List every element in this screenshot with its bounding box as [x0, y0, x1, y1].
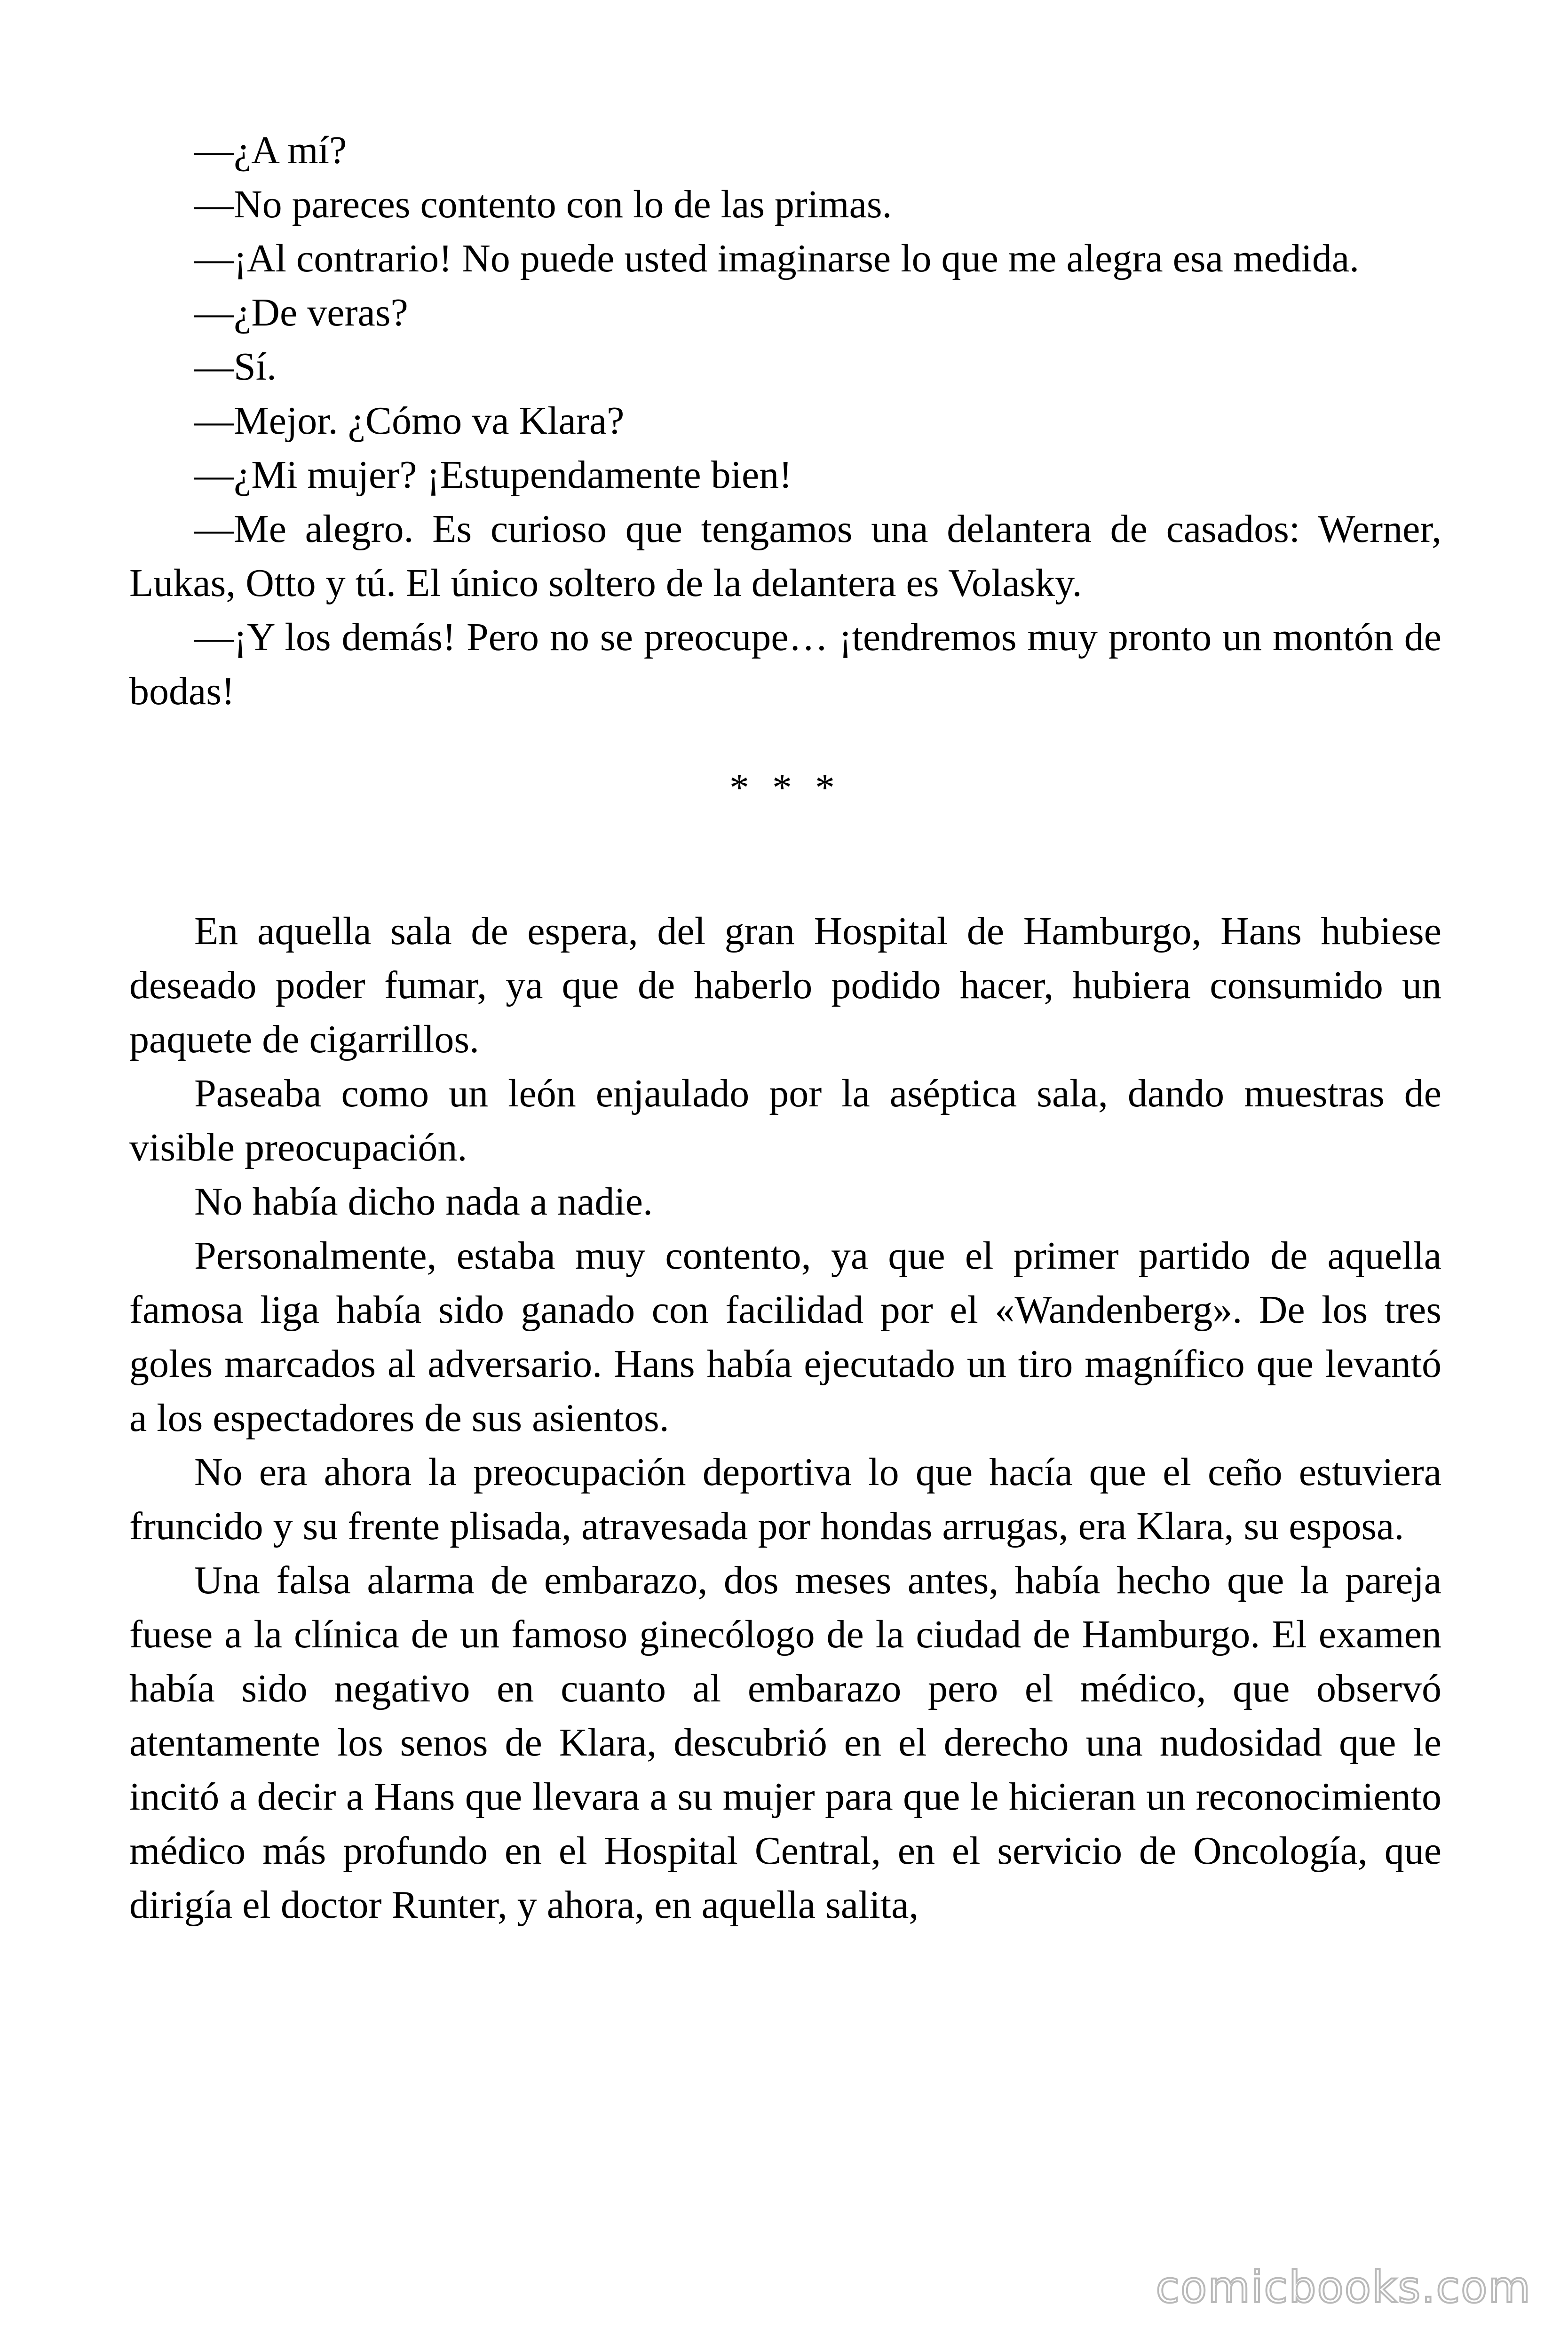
dialogue-line: —Me alegro. Es curioso que tengamos una delantera de casados: Werner, Lukas, Otto y tú. El único soltero de la delantera es Volasky. — [129, 507, 1441, 605]
dialogue-line: —¡Y los demás! Pero no se preocupe… ¡tendremos muy pronto un montón de bodas! — [129, 615, 1441, 713]
dialogue-line: —¡Al contrario! No puede usted imaginarse lo que me alegra esa medida. — [194, 237, 1360, 280]
dialogue-line: —¿Mi mujer? ¡Estupendamente bien! — [194, 453, 792, 497]
section-separator: * * * — [729, 766, 841, 810]
watermark: comicbooks.com — [1156, 2262, 1531, 2312]
narrative-paragraph: Paseaba como un león enjaulado por la aséptica sala, dando muestras de visible preocupación. — [129, 1072, 1441, 1169]
narrative-paragraph: No era ahora la preocupación deportiva lo que hacía que el ceño estuviera fruncido y su frente plisada, atravesada por hondas arrugas, era Klara, su esposa. — [129, 1450, 1441, 1548]
book-page — [129, 123, 1441, 1932]
dialogue-line: —¿De veras? — [194, 291, 408, 334]
narrative-paragraph: En aquella sala de espera, del gran Hospital de Hamburgo, Hans hubiese deseado poder fumar, ya que de haberlo podido hacer, hubiera consumido un paquete de cigarrillos. — [129, 909, 1441, 1061]
dialogue-line: —¿A mí? — [194, 128, 347, 172]
dialogue-section — [129, 123, 1441, 718]
dialogue-line: —Mejor. ¿Cómo va Klara? — [194, 399, 625, 443]
dialogue-line: —Sí. — [194, 345, 277, 389]
narrative-paragraph: Una falsa alarma de embarazo, dos meses antes, había hecho que la pareja fuese a la clínica de un famoso ginecólogo de la ciudad de Hamburgo. El examen había sido negativo en cuanto al embarazo pero el médico, que observó atentamente los senos de Klara, descubrió en el derecho una nudosidad que le incitó a decir a Hans que llevara a su mujer para que le hicieran un reconocimiento médico más profundo en el Hospital Central, en el servicio de Oncología, que dirigía el doctor Runter, y ahora, en aquella salita, — [129, 1558, 1441, 1927]
narrative-paragraph: No había dicho nada a nadie. — [194, 1180, 653, 1224]
narrative-section — [129, 904, 1441, 1932]
dialogue-line: —No pareces contento con lo de las primas. — [194, 183, 892, 226]
narrative-paragraph: Personalmente, estaba muy contento, ya que el primer partido de aquella famosa liga había sido ganado con facilidad por el «Wandenberg». De los tres goles marcados al adversario. Hans había ejecutado un tiro magnífico que levantó a los espectadores de sus asientos. — [129, 1234, 1441, 1440]
